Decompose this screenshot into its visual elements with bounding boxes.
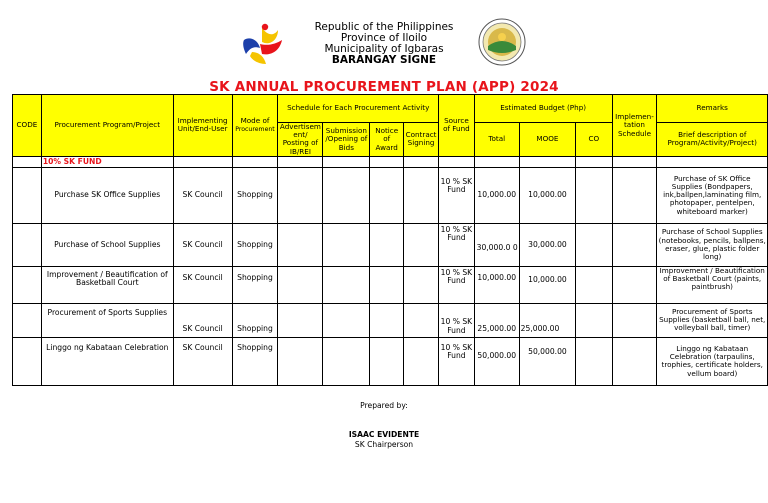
header-line-province: Province of Iloilo bbox=[340, 32, 428, 44]
header-mode-sub: Procurement bbox=[235, 125, 275, 133]
header-mode bbox=[232, 95, 278, 157]
row-remarks: Improvement / Beautification of Basketball Court (paints, paintbrush) bbox=[657, 266, 768, 303]
header-notice: Notice of Award bbox=[370, 123, 404, 157]
header-remarks: Remarks bbox=[657, 95, 768, 123]
header-implementing: Implementing Unit/End-User bbox=[173, 95, 232, 157]
row-remarks: Purchase of SK Office Supplies (Bondpapers, ink,ballpen,laminating film, photopaper, pentelpen, whiteboard marker) bbox=[657, 167, 768, 223]
header-mooe: MOOE bbox=[519, 123, 576, 157]
row-unit: SK Council bbox=[173, 167, 232, 223]
header-schedule: Schedule for Each Procurement Activity bbox=[278, 95, 439, 123]
row-total: 10,000.00 bbox=[474, 266, 519, 303]
row-mooe: 50,000.00 bbox=[519, 337, 576, 385]
row-source: 10 % SK Fund bbox=[439, 223, 475, 266]
header-contract: Contract Signing bbox=[404, 123, 439, 157]
header-mode-label: Mode of bbox=[240, 115, 270, 125]
row-mode: Shopping bbox=[232, 266, 278, 303]
page-title: SK ANNUAL PROCUREMENT PLAN (APP) 2024 bbox=[209, 79, 559, 95]
row-program: Procurement of Sports Supplies bbox=[41, 303, 173, 337]
row-unit: SK Council bbox=[173, 266, 232, 303]
row-mode: Shopping bbox=[232, 337, 278, 385]
header-source: Source of Fund bbox=[439, 95, 475, 157]
header-line-municipality: Municipality of Igbaras bbox=[324, 43, 444, 55]
row-remarks: Procurement of Sports Supplies (basketball ball, net, volleyball ball, timer) bbox=[657, 303, 768, 337]
row-mooe: 10,000.00 bbox=[519, 167, 576, 223]
header-remarks-sub: Brief description of Program/Activity/Project) bbox=[657, 123, 768, 157]
table-row bbox=[13, 337, 768, 385]
signatory-position: SK Chairperson bbox=[354, 440, 414, 449]
fund-label: 10% SK FUND bbox=[41, 156, 173, 167]
row-mooe: 10,000.00 bbox=[519, 266, 576, 303]
table-row bbox=[13, 167, 768, 223]
fund-row bbox=[13, 156, 768, 167]
row-total: 25,000.00 bbox=[474, 303, 519, 337]
procurement-table bbox=[12, 94, 768, 386]
row-mooe: 30,000.00 bbox=[519, 223, 576, 266]
header-budget: Estimated Budget (Php) bbox=[474, 95, 612, 123]
row-total: 30,000.0 0 bbox=[474, 223, 519, 266]
header-barangay: BARANGAY SIGNE bbox=[331, 54, 437, 66]
row-remarks: Purchase of School Supplies (notebooks, pencils, ballpens, eraser, glue, plastic folder long) bbox=[657, 223, 768, 266]
row-source: 10 % SK Fund bbox=[439, 167, 475, 223]
row-unit: SK Council bbox=[173, 223, 232, 266]
row-source: 10 % SK Fund bbox=[439, 303, 475, 337]
row-unit: SK Council bbox=[173, 303, 232, 337]
row-total: 50,000.00 bbox=[474, 337, 519, 385]
row-total: 10,000.00 bbox=[474, 167, 519, 223]
header-impl-schedule: Implemen- tation Schedule bbox=[612, 95, 657, 157]
row-mode: Shopping bbox=[232, 223, 278, 266]
row-source: 10 % SK Fund bbox=[439, 266, 475, 303]
row-mode: Shopping bbox=[232, 303, 278, 337]
table-row bbox=[13, 303, 768, 337]
header-line-republic: Republic of the Philippines bbox=[314, 21, 454, 33]
table-row bbox=[13, 266, 768, 303]
row-mode: Shopping bbox=[232, 167, 278, 223]
header-total: Total bbox=[474, 123, 519, 157]
document-header bbox=[0, 22, 768, 66]
signatory-name: ISAAC EVIDENTE bbox=[348, 430, 420, 439]
row-mooe: 25,000.00 bbox=[519, 303, 576, 337]
row-program: Purchase SK Office Supplies bbox=[41, 167, 173, 223]
header-code: CODE bbox=[13, 95, 42, 157]
row-source: 10 % SK Fund bbox=[439, 337, 475, 385]
prepared-by-label: Prepared by: bbox=[360, 401, 408, 410]
row-program: Purchase of School Supplies bbox=[41, 223, 173, 266]
table-row bbox=[13, 223, 768, 266]
row-program: Linggo ng Kabataan Celebration bbox=[41, 337, 173, 385]
header-co: CO bbox=[576, 123, 612, 157]
row-unit: SK Council bbox=[173, 337, 232, 385]
header-advertisement: Advertisem ent/ Posting of IB/REI bbox=[279, 122, 321, 156]
row-remarks: Linggo ng Kabataan Celebration (tarpaulins, trophies, certificate holders, vellum board) bbox=[657, 337, 768, 385]
header-submission: Submission /Opening of Bids bbox=[323, 123, 370, 157]
header-program: Procurement Program/Project bbox=[41, 95, 173, 157]
row-program: Improvement / Beautification of Basketball Court bbox=[41, 266, 173, 303]
